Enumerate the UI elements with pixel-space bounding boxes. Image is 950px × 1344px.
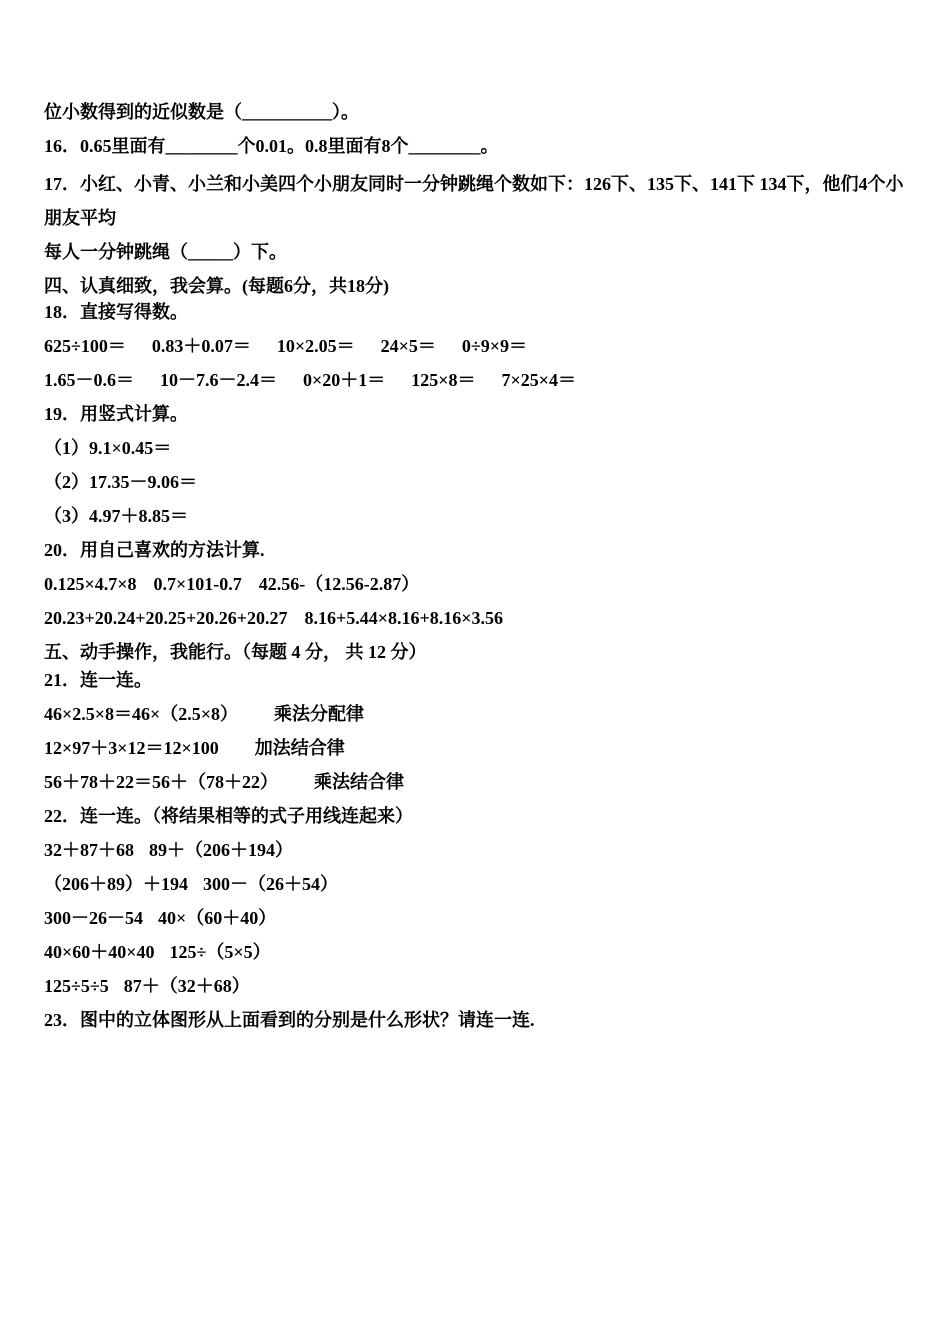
section5-header: 五、动手操作，我能行。（每题 4 分， 共 12 分）: [44, 642, 427, 662]
q22-row-4-right-expression: 87＋（32＋68）: [123, 976, 250, 996]
q18-row1-item-1: 0.83＋0.07＝: [151, 336, 251, 356]
q21-row-1-law-label: 加法结合律: [254, 738, 345, 758]
q19-item-2: （2）17.35－9.06＝: [44, 472, 197, 492]
q23-title: 23．图中的立体图形从上面看到的分别是什么形状？请连一连.: [44, 1010, 535, 1030]
q21-row-2-expression: 56＋78＋22＝56＋（78＋22）: [44, 772, 278, 792]
q20-row1-item-1: 0.7×101-0.7: [153, 574, 242, 594]
q18-row1-item-4: 0÷9×9＝: [461, 336, 528, 356]
q22-row-0: [44, 833, 912, 867]
q22-row-4: [44, 969, 912, 1003]
q20-row2-item-1: 8.16+5.44×8.16+8.16×3.56: [304, 608, 504, 628]
q18-row2-item-1: 10－7.6－2.4＝: [160, 370, 277, 390]
q17-text-part2: 每人一分钟跳绳（_____）下。: [44, 242, 287, 262]
q18-row2-item-0: 1.65－0.6＝: [44, 370, 134, 390]
q20-row2-item-0: 20.23+20.24+20.25+20.26+20.27: [44, 608, 288, 628]
q22-row-2: [44, 901, 912, 935]
q22-row-1-left-expression: （206＋89）＋194: [44, 874, 188, 894]
q21-row-2: [44, 765, 912, 799]
q21-row-0: [44, 697, 912, 731]
q20-row1-item-2: 42.56-（12.56-2.87）: [258, 574, 420, 594]
q15-continuation-text: 位小数得到的近似数是（__________）。: [44, 102, 359, 122]
q19-item-1: （1）9.1×0.45＝: [44, 438, 172, 458]
q18-row1-item-3: 24×5＝: [380, 336, 436, 356]
q18-row2-item-3: 125×8＝: [411, 370, 476, 390]
q19-item-3: （3）4.97＋8.85＝: [44, 506, 188, 526]
q22-row-0-left-expression: 32＋87＋68: [44, 840, 134, 860]
q20-row1: [44, 567, 912, 601]
q18-title: 18．直接写得数。: [44, 302, 188, 322]
q21-row-0-expression: 46×2.5×8＝46×（2.5×8）: [44, 704, 239, 724]
q20-title: 20．用自己喜欢的方法计算.: [44, 540, 265, 560]
section4-header: 四、认真细致，我会算。(每题6分，共18分): [44, 276, 389, 296]
q18-row2-item-2: 0×20＋1＝: [303, 370, 386, 390]
q22-row-3-right-expression: 125÷（5×5）: [169, 942, 271, 962]
q21-row-0-law-label: 乘法分配律: [274, 704, 365, 724]
q22-row-3-left-expression: 40×60＋40×40: [44, 942, 155, 962]
q21-title: 21．连一连。: [44, 670, 152, 690]
q22-title: 22．连一连。（将结果相等的式子用线连起来）: [44, 806, 413, 826]
q18-row1-item-2: 10×2.05＝: [276, 336, 355, 356]
q21-row-1-expression: 12×97＋3×12＝12×100: [44, 738, 219, 758]
q21-row-1: [44, 731, 912, 765]
q22-row-2-left-expression: 300－26－54: [44, 908, 143, 928]
q18-row1-item-0: 625÷100＝: [44, 336, 126, 356]
q18-row1: [44, 329, 912, 363]
q19-title: 19．用竖式计算。: [44, 404, 188, 424]
q22-row-2-right-expression: 40×（60＋40）: [158, 908, 277, 928]
q21-row-2-law-label: 乘法结合律: [314, 772, 404, 792]
q22-row-3: [44, 935, 912, 969]
q22-row-4-left-expression: 125÷5÷5: [44, 976, 109, 996]
q18-row2-item-4: 7×25×4＝: [501, 370, 577, 390]
q17-text-part1: 17．小红、小青、小兰和小美四个小朋友同时一分钟跳绳个数如下：126下、135下、141下 134下，他们4个小朋友平均: [44, 174, 904, 228]
q22-row-1: [44, 867, 912, 901]
q18-row2: [44, 363, 912, 397]
q20-row2: [44, 601, 912, 635]
q16-text: 16．0.65里面有________个0.01。0.8里面有8个________。: [44, 136, 499, 156]
q20-row1-item-0: 0.125×4.7×8: [44, 574, 137, 594]
q22-row-1-right-expression: 300－（26＋54）: [203, 874, 338, 894]
q22-row-0-right-expression: 89＋（206＋194）: [149, 840, 293, 860]
